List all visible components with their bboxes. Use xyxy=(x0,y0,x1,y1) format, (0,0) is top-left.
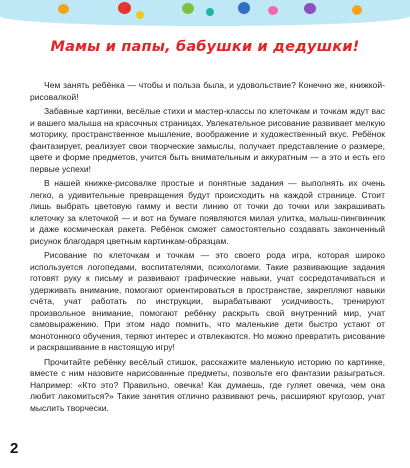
paint-blob xyxy=(268,6,278,15)
paragraph: В нашей книжке-рисовалке простые и понятные задания — выполнять их очень легко, а удивительные превращения будут происходить на каждой странице. Стоит лишь выбрать цветовую гамму и вести линию от точки до точки или закрашивать клеточку за клеточкой — и вот на бумаге появляются милая улитка, малыш-пингвинчик и даже космическая ракета. Ребёнок сможет самостоятельно создавать законченный рисунок благодаря цветным картинкам-образцам. xyxy=(30,178,385,246)
paragraph: Рисование по клеточкам и точкам — это своего рода игра, которая широко используется логопедами, воспитателями, психологами. Такие развивающие задания готовят руку к письму и развивают графические навыки, учат сосредотачиваться и удерживать внимание, помогают ориентироваться в пространстве, закрепляют навыки счёта, учат работать по инструкции, вырабатывают усидчивость, тренируют произвольное внимание, помогают ребёнку раскрыть свой внутренний мир, учат самовыражению. При этом надо помнить, что маленькие дети быстро устают от монотонного обучения, теряют интерес и отвлекаются. Но можно превратить рисование и раскрашивание в настоящую игру! xyxy=(30,250,385,352)
paint-blob xyxy=(352,5,362,15)
paint-blob xyxy=(304,3,316,14)
paint-blob xyxy=(58,4,69,14)
paint-blob xyxy=(136,11,144,19)
paint-blob xyxy=(118,2,131,14)
paragraph: Забавные картинки, весёлые стихи и мастер-классы по клеточкам и точкам ждут вас и вашего малыша на красочных страницах. Увлекательное рисование развивает мелкую моторику, пространственное мышление, воображение и художественный вкус. Ребёнок фантазирует, реализует свои творческие замыслы, получает представление о размере, цвете и форме предметов, учится быть внимательным и аккуратным — а это и есть его первые успехи! xyxy=(30,106,385,174)
paragraph: Прочитайте ребёнку весёлый стишок, расскажите маленькую историю по картинке, вместе с ним назовите нарисованные предметы, позвольте его фантазии разыграться. Например: «Кто это? Правильно, овечка! Как думаешь, где гуляет овечка, чем она любит лакомиться?» Такие занятия отлично развивают речь, расширяют кругозор, учат мыслить творчески. xyxy=(30,356,385,413)
paint-blob xyxy=(182,3,194,14)
paragraph: Чем занять ребёнка — чтобы и польза была, и удовольствие? Конечно же, книжкой-рисовалкой! xyxy=(30,80,385,102)
paint-blob xyxy=(206,8,214,16)
body-text xyxy=(30,80,385,417)
paint-blob xyxy=(238,2,250,14)
page-title: Мамы и папы, бабушки и дедушки! xyxy=(50,39,360,55)
page-number: 2 xyxy=(10,440,19,457)
